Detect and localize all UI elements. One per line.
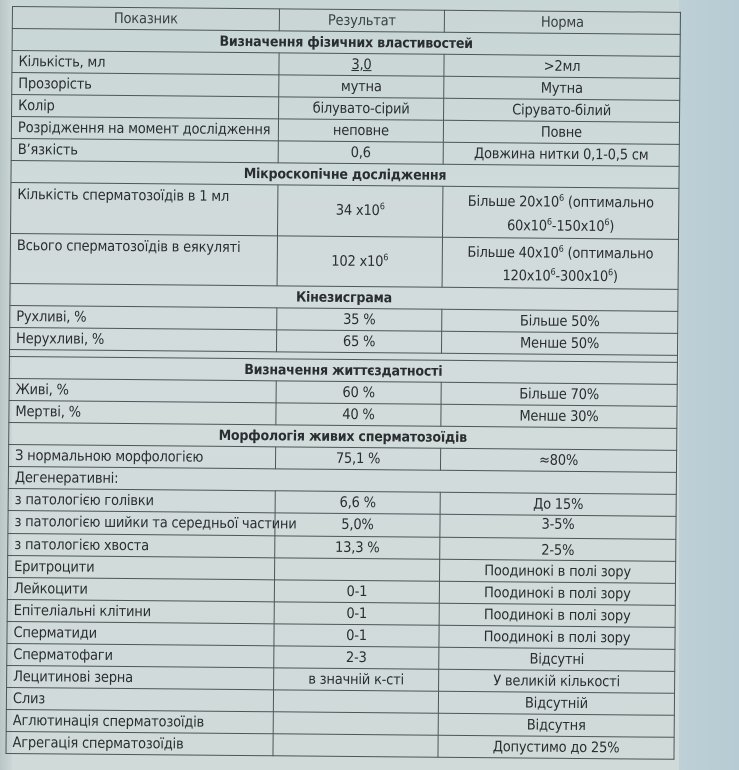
result-value: 60 % bbox=[276, 381, 441, 404]
result-value bbox=[273, 690, 438, 713]
norm-value: >2мл bbox=[444, 54, 680, 78]
indicator-name: Слиз bbox=[6, 688, 273, 712]
indicator-name: В’язкість bbox=[11, 138, 278, 162]
norm-value: Поодинокі в полі зору bbox=[439, 626, 675, 650]
norm-value: Поодинокі в полі зору bbox=[439, 560, 675, 584]
norm-text: Більше 40x10 bbox=[467, 244, 559, 262]
indicator-name: Сперматофаги bbox=[7, 644, 274, 668]
norm-exponent: 6 bbox=[604, 218, 610, 229]
norm-value: Менше 30% bbox=[441, 405, 677, 429]
norm-exponent: 6 bbox=[559, 193, 565, 204]
result-value: білувато-сірий bbox=[279, 97, 444, 120]
norm-value: Відсутня bbox=[438, 714, 674, 738]
indicator-name: Всього сперматозоїдів в еякуляті bbox=[10, 233, 277, 286]
norm-value: У великій кількості bbox=[439, 670, 675, 694]
section-viability: Визначення життєздатності bbox=[9, 357, 677, 385]
indicator-name: Кількість сперматозоїдів в 1 мл bbox=[11, 182, 278, 235]
background bbox=[679, 0, 739, 770]
indicator-name: Розрідження на момент дослідження bbox=[11, 117, 278, 141]
indicator-name: з патологією шийки та середньої частини bbox=[8, 511, 275, 536]
indicator-name: Епітеліальні клітини bbox=[7, 600, 274, 624]
norm-value bbox=[442, 237, 678, 290]
result-value: 65 % bbox=[276, 330, 441, 353]
norm-value: 3-5% bbox=[440, 515, 676, 540]
indicator-name: з патологією хвоста bbox=[8, 534, 275, 558]
header-indicator: Показник bbox=[12, 7, 279, 31]
result-value: 6,6 % bbox=[275, 491, 440, 514]
result-value: 0-1 bbox=[274, 602, 439, 625]
norm-text: Більше 20x10 bbox=[467, 193, 560, 211]
norm-value: Відсутній bbox=[438, 692, 674, 716]
table-row bbox=[6, 732, 674, 760]
indicator-name: Лецитинові зерна bbox=[7, 666, 274, 690]
norm-text: (оптимально bbox=[563, 194, 654, 212]
table-row bbox=[11, 182, 679, 238]
indicator-name: З нормальною морфологією bbox=[8, 445, 275, 469]
indicator-name: Сперматиди bbox=[7, 622, 274, 646]
result-value bbox=[278, 185, 443, 237]
norm-value: Повне bbox=[443, 120, 679, 144]
section-physical: Визначення фізичних властивостей bbox=[12, 29, 680, 57]
result-value: 35 % bbox=[277, 308, 442, 331]
result-value: мутна bbox=[279, 75, 444, 98]
indicator-name: з патологією голівки bbox=[8, 489, 275, 513]
indicator-name: Аглютинація сперматозоїдів bbox=[6, 710, 273, 734]
indicator-name: Прозорість bbox=[12, 73, 279, 97]
result-value: 75,1 % bbox=[275, 447, 440, 470]
result-value: 0-1 bbox=[274, 580, 439, 603]
semen-analysis-table bbox=[5, 6, 681, 760]
norm-value: Сірувато-білий bbox=[444, 98, 680, 122]
norm-text: 120x10 bbox=[502, 268, 551, 286]
result-value: 40 % bbox=[276, 403, 441, 426]
norm-text: 60x10 bbox=[506, 217, 547, 235]
result-value: в значній к-сті bbox=[274, 668, 439, 691]
indicator-name: Лейкоцити bbox=[7, 578, 274, 602]
norm-text: ) bbox=[612, 269, 618, 286]
indicator-name: Мертві, % bbox=[9, 401, 276, 425]
norm-exponent: 6 bbox=[550, 268, 556, 279]
result-value: 5,0% bbox=[275, 513, 440, 537]
result-value: 0,6 bbox=[278, 141, 443, 164]
norm-text: (оптимально bbox=[563, 245, 654, 263]
indicator-name: Колір bbox=[12, 95, 279, 119]
norm-value: Більше 70% bbox=[441, 383, 677, 407]
norm-value: Менше 50% bbox=[441, 332, 677, 356]
norm-value: Поодинокі в полі зору bbox=[439, 582, 675, 606]
result-value bbox=[273, 734, 438, 757]
section-microscopic: Мікроскопічне дослідження bbox=[11, 160, 679, 188]
norm-text: ) bbox=[609, 218, 615, 235]
norm-value: Поодинокі в полі зору bbox=[439, 604, 675, 628]
indicator-name: Еритроцити bbox=[8, 556, 275, 580]
indicator-name: Живі, % bbox=[9, 379, 276, 403]
result-value bbox=[273, 712, 438, 735]
result-base: 34 x10 bbox=[335, 203, 380, 220]
norm-exponent: 6 bbox=[607, 268, 613, 279]
norm-value: Довжина нитки 0,1-0,5 см bbox=[443, 142, 679, 166]
indicator-name: Рухливі, % bbox=[10, 306, 277, 330]
norm-value: 2-5% bbox=[440, 538, 676, 562]
result-exponent: 6 bbox=[379, 202, 385, 213]
norm-value: Допустимо до 25% bbox=[438, 736, 674, 760]
result-exponent: 6 bbox=[383, 253, 389, 264]
norm-text: -150x10 bbox=[551, 218, 605, 235]
indicator-name: Кількість, мл bbox=[12, 51, 279, 75]
indicator-name: Агрегація сперматозоїдів bbox=[6, 732, 273, 756]
result-value: 13,3 % bbox=[275, 536, 440, 559]
norm-value: Відсутні bbox=[439, 648, 675, 672]
result-value: 3,0 bbox=[279, 53, 444, 76]
result-value: 2-3 bbox=[274, 646, 439, 669]
result-base: 102 x10 bbox=[331, 253, 384, 271]
indicator-name: Нерухливі, % bbox=[9, 328, 276, 352]
header-norm: Норма bbox=[444, 10, 680, 34]
degenerative-label: Дегенеративні: bbox=[8, 467, 676, 495]
section-kinesigram: Кінезисграма bbox=[10, 284, 678, 312]
norm-value: Мутна bbox=[444, 76, 680, 100]
norm-exponent: 6 bbox=[558, 244, 564, 255]
norm-exponent: 6 bbox=[546, 217, 552, 228]
result-value bbox=[277, 235, 442, 287]
norm-value bbox=[443, 186, 679, 239]
norm-value: До 15% bbox=[440, 493, 676, 517]
norm-value: Більше 50% bbox=[442, 310, 678, 334]
section-morphology: Морфологія живих сперматозоїдів bbox=[9, 423, 677, 451]
norm-text: -300x10 bbox=[555, 269, 609, 286]
table-row bbox=[10, 233, 678, 289]
header-result: Результат bbox=[279, 9, 444, 32]
result-value: неповне bbox=[278, 119, 443, 142]
norm-value: ≈80% bbox=[440, 449, 676, 473]
result-value bbox=[274, 558, 439, 581]
result-value: 0-1 bbox=[274, 624, 439, 647]
